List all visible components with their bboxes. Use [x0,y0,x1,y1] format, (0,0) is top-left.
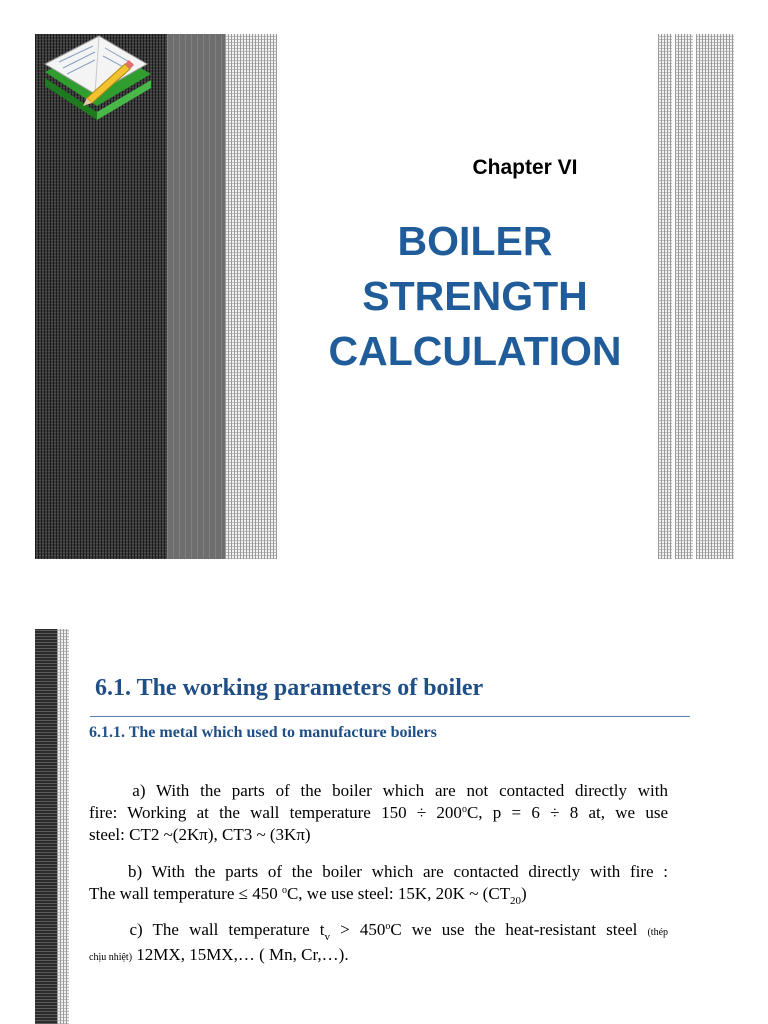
slide-title-line-2: STRENGTH [362,273,588,319]
content-slide [35,629,734,1024]
paragraph-c-text-1c: C we use the heat-resistant steel [390,920,648,939]
subsection-title: 6.1.1. The metal which used to manufacture boilers [89,724,437,741]
paragraph-a-text-2a: fire: Working at the wall temperature 150 ÷ 200 [89,803,462,822]
paragraph-c-line-2 [89,944,668,969]
paragraph-b-text-2a: The wall temperature ≤ 450 [89,884,282,903]
paragraph-b-text-2b: C, we use steel: 15K, 20K ~ (CT [286,884,511,903]
grid-texture-band-right-1 [658,34,672,559]
dark-texture-band [35,629,57,1024]
paragraph-b-line-2 [89,883,668,905]
paragraph-c-line-1 [89,919,668,944]
temperature-subscript: v [324,931,330,943]
steel-grade-subscript: 20 [510,895,522,907]
chapter-label: Chapter VI [472,156,578,179]
slide-title-line-3: CALCULATION [328,328,622,374]
book-pencil-icon [37,34,155,126]
grey-stripe-band [167,34,225,559]
paragraph-b [89,861,668,905]
paragraph-a-text-2b: C, p = 6 ÷ 8 at, we use [466,803,668,822]
grid-texture-band-right-3 [696,34,734,559]
degree-superscript: o [461,804,467,815]
paragraph-c-text-2b: 12MX, 15MX,… ( Mn, Cr,…). [132,945,349,964]
paragraph-b-line-1 [89,861,668,883]
grid-texture-band [57,629,69,1024]
title-divider [90,716,690,717]
vietnamese-note-1: (thép [647,927,669,938]
paragraph-c-text-1b: > 450 [330,920,386,939]
vietnamese-note-2: chịu nhiệt) [89,952,133,963]
slide-title-line-1: BOILER [397,218,553,264]
slide-title [290,214,660,379]
paragraph-a-line-2 [89,802,668,824]
grid-texture-band-right-2 [675,34,693,559]
paragraph-b-text-1: b) With the parts of the boiler which are contacted directly with fire : [127,862,668,881]
paragraph-c [89,919,668,969]
paragraph-a-line-1 [89,780,668,802]
paragraph-b-text-2c: ) [521,884,527,903]
title-slide [35,34,734,559]
paragraph-a-text-1: a) With the parts of the boiler which are not contacted directly with [132,781,669,800]
degree-superscript: o [385,921,391,932]
section-title: 6.1. The working parameters of boiler [95,675,484,701]
paragraph-c-text-1a: c) The wall temperature t [129,920,325,939]
degree-superscript: o [281,885,287,896]
paragraph-a-line-3: steel: CT2 ~(2Kπ), CT3 ~ (3Kπ) [89,825,311,844]
paragraph-a [89,780,668,846]
grid-texture-band-left [225,34,277,559]
